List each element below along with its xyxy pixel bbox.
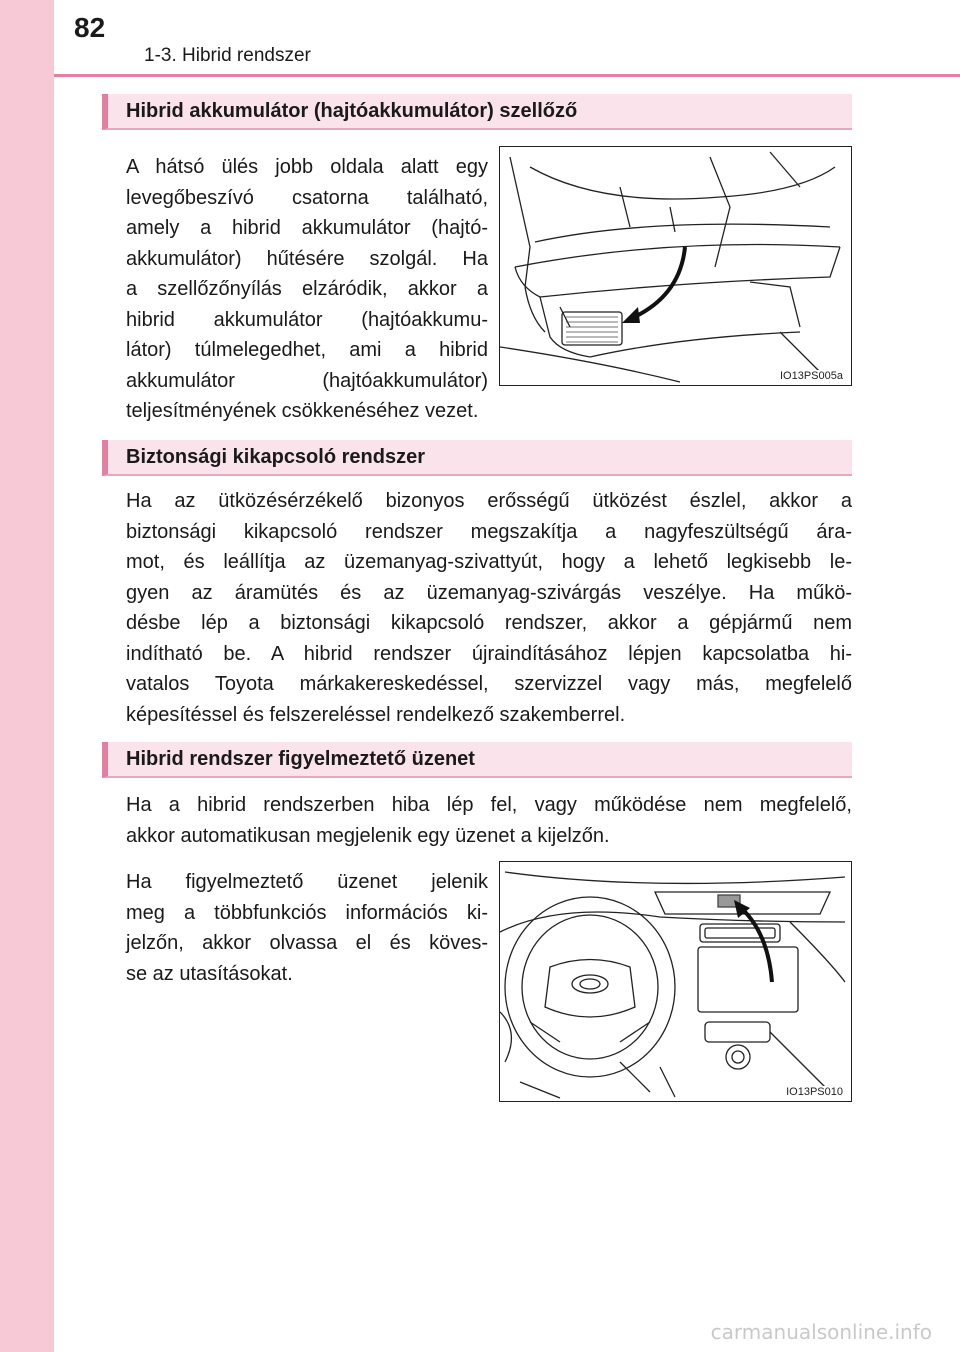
text-line: se az utasításokat. <box>126 962 293 985</box>
header-rule <box>54 74 960 77</box>
text-line: akkumulátor) hűtésére szolgál. Ha <box>126 247 488 270</box>
rear-seat-drawing <box>500 147 850 384</box>
side-color-strip <box>0 0 54 1352</box>
page-number: 82 <box>74 12 106 43</box>
section-heading-text: Hibrid rendszer figyelmeztető üzenet <box>126 748 475 770</box>
dashboard-display-illustration <box>499 861 852 1102</box>
rear-seat-vent-illustration <box>499 146 852 386</box>
text-line: indítható be. A hibrid rendszer újraindításához lépjen kapcsolatba hi- <box>126 642 852 665</box>
text-line: a szellőzőnyílás elzáródik, akkor a <box>126 278 488 300</box>
text-line: Ha a hibrid rendszerben hiba lép fel, vagy működése nem megfelelő, <box>126 794 852 816</box>
text-line: akkumulátor (hajtóakkumulátor) <box>126 369 488 392</box>
section-heading-battery-vent <box>102 94 852 130</box>
text-line: A hátsó ülés jobb oldala alatt egy <box>126 156 488 178</box>
section-heading-safety-shutoff <box>102 440 852 476</box>
watermark: carmanualsonline.info <box>710 1320 932 1344</box>
text-line: vatalos Toyota márkakereskedéssel, szervizzel vagy más, megfelelő <box>126 673 852 695</box>
text-line: levegőbeszívó csatorna található, <box>126 186 488 209</box>
figure-code: IO13PS010 <box>786 1086 843 1098</box>
text-line: hibrid akkumulátor (hajtóakkumu- <box>126 308 488 331</box>
warning-intro-paragraph <box>126 790 852 851</box>
text-line: gyen az áramütés és az üzemanyag-szivárgás veszélye. Ha műkö- <box>126 581 852 604</box>
text-line: akkor automatikusan megjelenik egy üzenet a kijelzőn. <box>126 824 610 847</box>
dashboard-drawing <box>500 862 850 1100</box>
section-heading-warning-message <box>102 742 852 778</box>
section-heading-text: Hibrid akkumulátor (hajtóakkumulátor) szellőző <box>126 100 578 122</box>
text-line: Ha az ütközésérzékelő bizonyos erősségű ütközést észlel, akkor a <box>126 490 852 512</box>
chapter-title: 1-3. Hibrid rendszer <box>144 45 311 66</box>
text-line: mot, és leállítja az üzemanyag-szivattyút, hogy a lehető legkisebb le- <box>126 551 852 573</box>
text-line: teljesítményének csökkenéséhez vezet. <box>126 400 479 422</box>
safety-shutoff-paragraph <box>126 486 852 730</box>
text-line: meg a többfunkciós információs ki- <box>126 901 488 924</box>
text-line: biztonsági kikapcsoló rendszer megszakítja a nagyfeszültségű ára- <box>126 520 852 543</box>
text-line: képesítéssel és felszereléssel rendelkező szakemberrel. <box>126 703 626 726</box>
text-line: désbe lép a biztonsági kikapcsoló rendszer, akkor a gépjármű nem <box>126 612 852 634</box>
text-line: jelzőn, akkor olvassa el és köves- <box>126 932 488 954</box>
text-line: amely a hibrid akkumulátor (hajtó- <box>126 217 488 239</box>
section-heading-text: Biztonsági kikapcsoló rendszer <box>126 446 425 468</box>
text-line: látor) túlmelegedhet, ami a hibrid <box>126 339 488 361</box>
figure-code: IO13PS005a <box>780 370 843 382</box>
text-line: Ha figyelmeztető üzenet jelenik <box>126 871 488 893</box>
warning-instruction-paragraph <box>126 867 488 989</box>
battery-vent-paragraph <box>126 152 488 427</box>
